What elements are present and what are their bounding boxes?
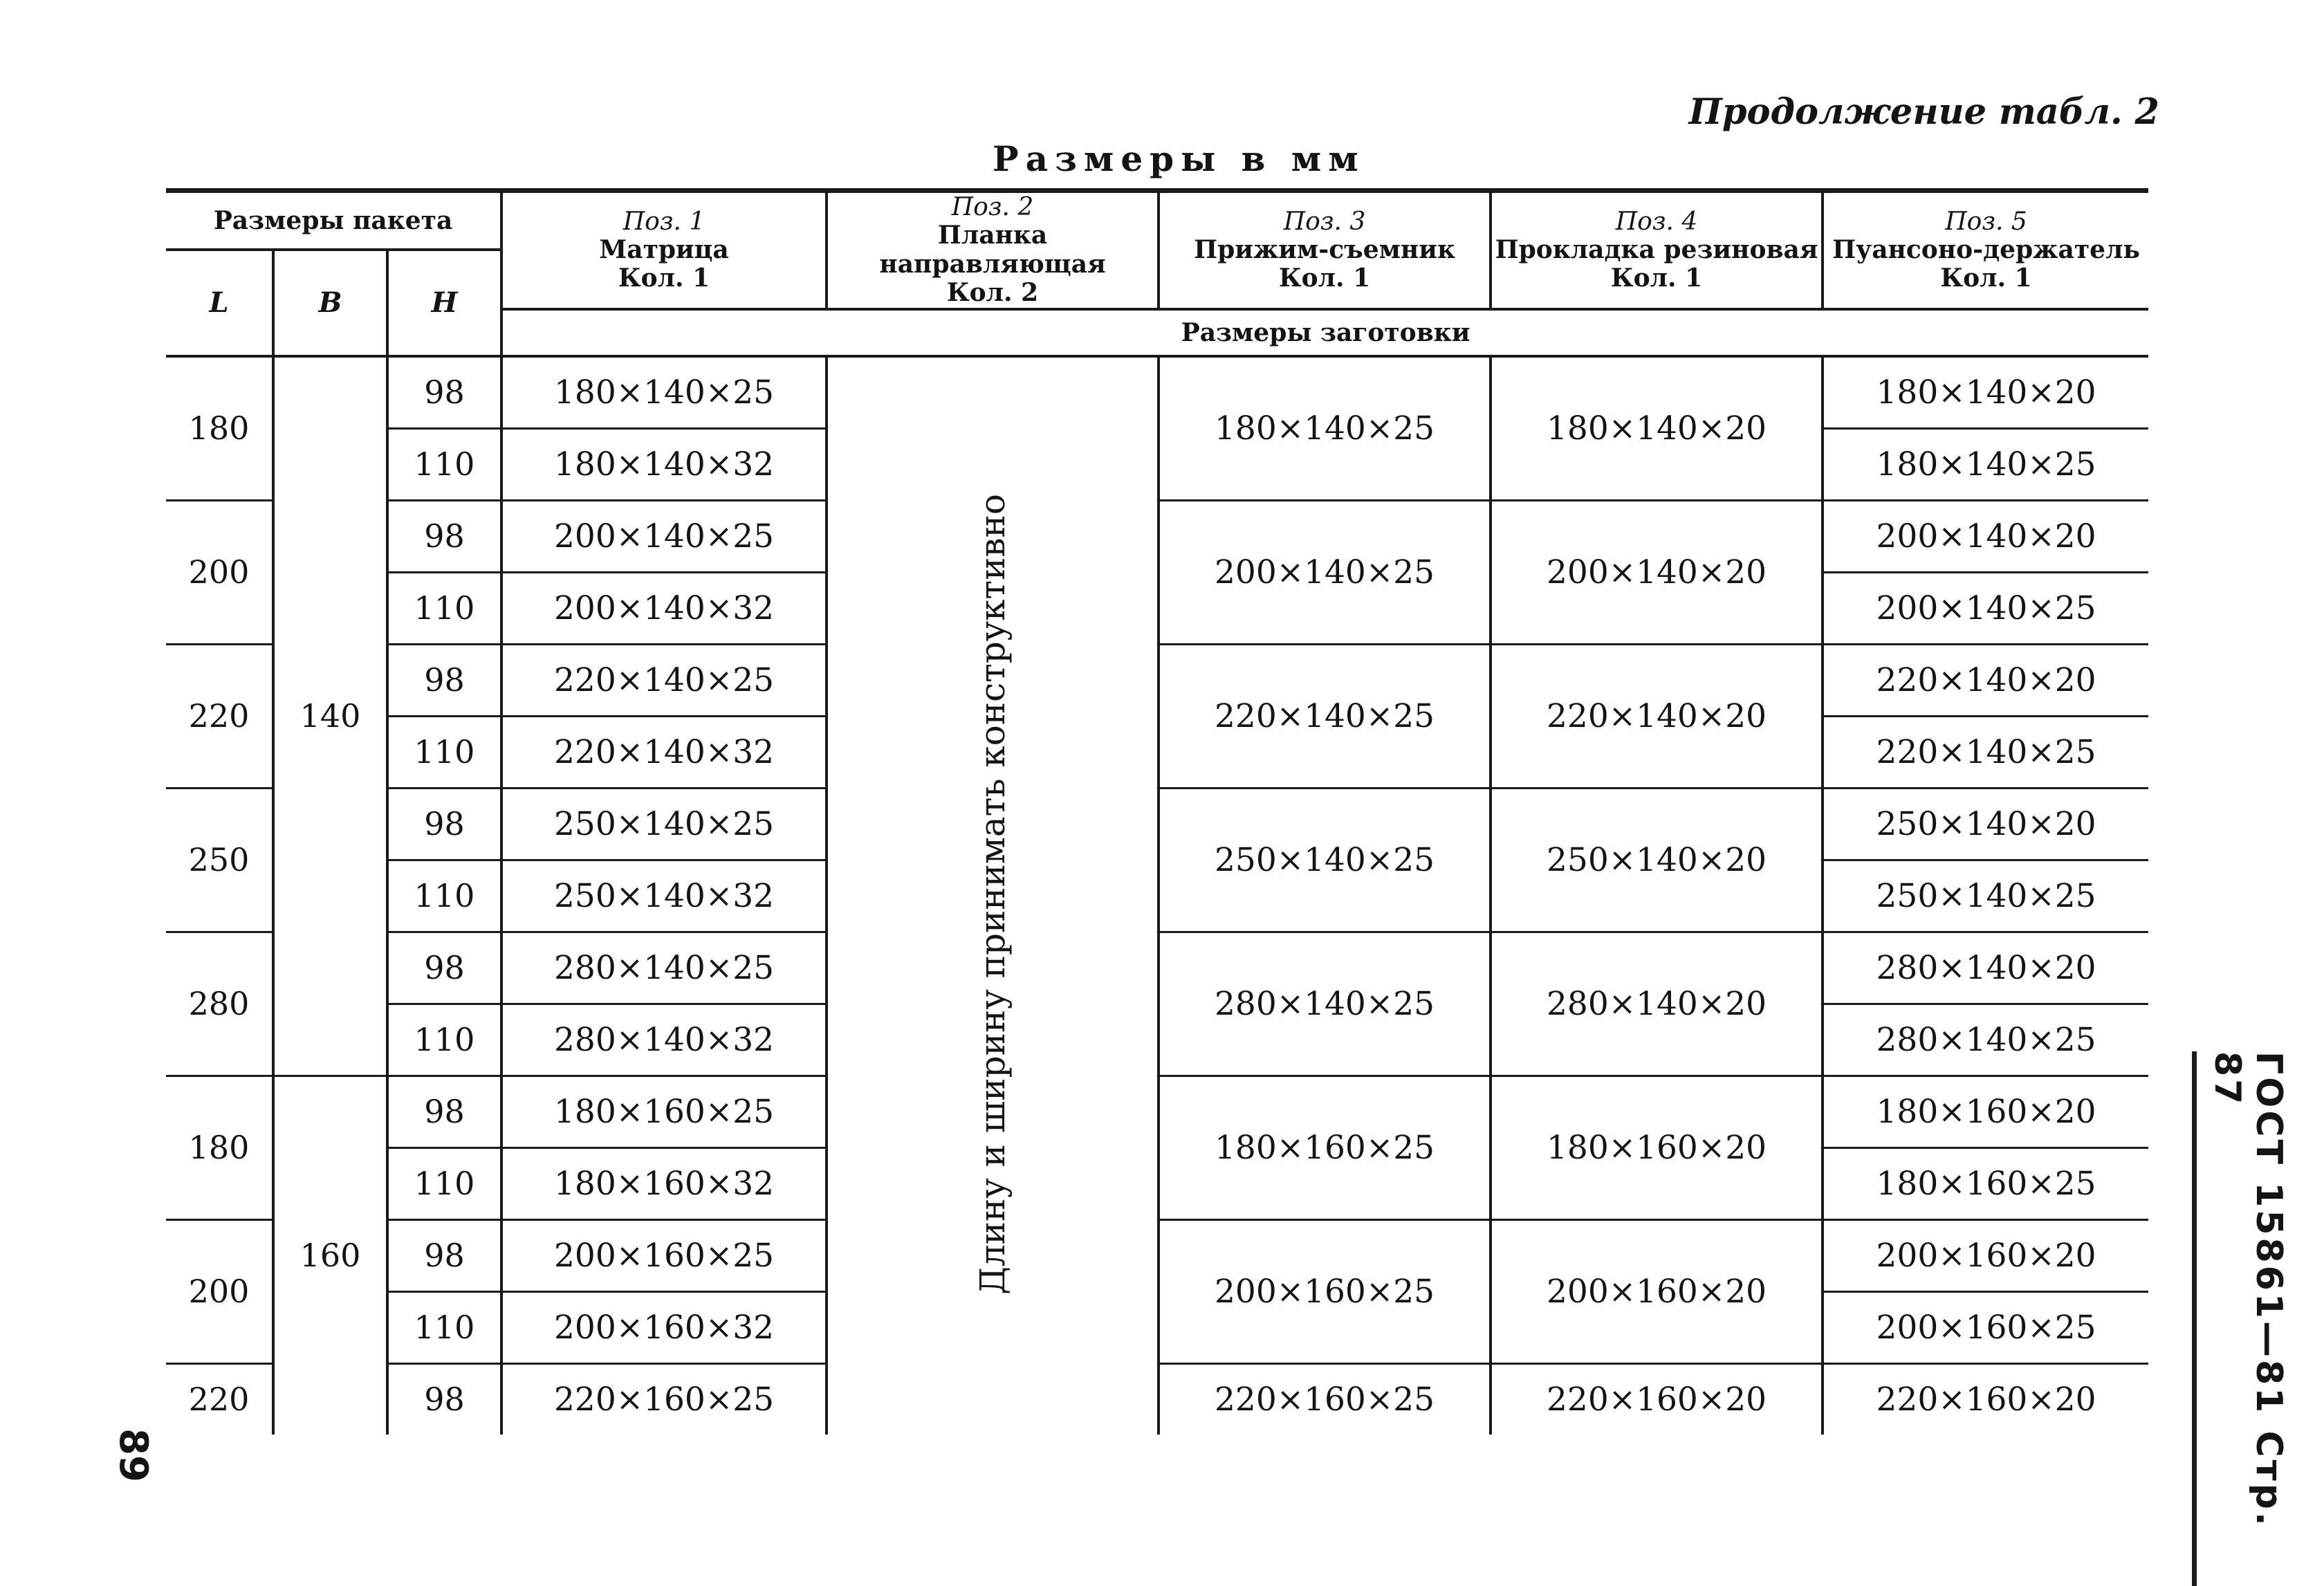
h-value: 110: [387, 716, 501, 788]
h-value: 98: [387, 1363, 501, 1435]
h-value: 98: [387, 356, 501, 429]
gost-side-label: ГОСТ 15861—81 Стр. 87: [2192, 1051, 2289, 1586]
pos1-header: Поз. 1 Матрица Кол. 1: [501, 191, 827, 309]
pos2-header: Поз. 2 Планка направляющая Кол. 2: [827, 191, 1159, 309]
table-row: [166, 356, 2148, 429]
h-value: 98: [387, 1219, 501, 1291]
pos5-value: 180×160×25: [1823, 1147, 2148, 1219]
pos1-value: 280×140×25: [501, 932, 827, 1004]
pos3-value: 200×160×25: [1159, 1219, 1491, 1363]
l-value: 200: [166, 500, 273, 644]
b-value: 140: [273, 356, 387, 1076]
pos4-value: 180×160×20: [1491, 1076, 1823, 1219]
pos5-header: Поз. 5 Пуансоно-держатель Кол. 1: [1823, 191, 2148, 309]
pos5-value: 180×140×20: [1823, 356, 2148, 429]
l-value: 220: [166, 1363, 273, 1435]
l-value: 220: [166, 644, 273, 788]
pos1-value: 220×160×25: [501, 1363, 827, 1435]
pos4-value: 200×140×20: [1491, 500, 1823, 644]
pos3-value: 180×140×25: [1159, 356, 1491, 501]
pos5-value: 250×140×20: [1823, 788, 2148, 860]
pos3-value: 280×140×25: [1159, 932, 1491, 1076]
pos3-value: 250×140×25: [1159, 788, 1491, 932]
l-value: 200: [166, 1219, 273, 1363]
pos1-value: 250×140×32: [501, 860, 827, 932]
l-header: L: [166, 250, 273, 356]
pos5-value: 180×140×25: [1823, 428, 2148, 500]
l-value: 250: [166, 788, 273, 932]
packet-header: Размеры пакета: [166, 191, 501, 250]
pos4-value: 180×140×20: [1491, 356, 1823, 501]
pos3-value: 220×140×25: [1159, 644, 1491, 788]
h-value: 110: [387, 860, 501, 932]
pos1-value: 180×140×32: [501, 428, 827, 500]
l-value: 180: [166, 1076, 273, 1219]
pos5-value: 200×160×25: [1823, 1291, 2148, 1363]
l-value: 280: [166, 932, 273, 1076]
pos4-header: Поз. 4 Прокладка резиновая Кол. 1: [1491, 191, 1823, 309]
pos5-value: 200×160×20: [1823, 1219, 2148, 1291]
pos4-value: 250×140×20: [1491, 788, 1823, 932]
pos5-value: 250×140×25: [1823, 860, 2148, 932]
pos1-value: 280×140×32: [501, 1004, 827, 1076]
pos5-value: 200×140×20: [1823, 500, 2148, 572]
h-value: 98: [387, 644, 501, 716]
pos3-header: Поз. 3 Прижим-съемник Кол. 1: [1159, 191, 1491, 309]
h-value: 110: [387, 572, 501, 644]
pos5-value: 220×140×25: [1823, 716, 2148, 788]
pos1-value: 200×160×32: [501, 1291, 827, 1363]
pos3-value: 220×160×25: [1159, 1363, 1491, 1435]
pos1-value: 220×140×25: [501, 644, 827, 716]
pos5-value: 280×140×25: [1823, 1004, 2148, 1076]
pos1-value: 180×140×25: [501, 356, 827, 429]
h-value: 110: [387, 428, 501, 500]
page-number: 89: [111, 1428, 156, 1482]
pos1-value: 180×160×32: [501, 1147, 827, 1219]
b-header: B: [273, 250, 387, 356]
pos1-value: 250×140×25: [501, 788, 827, 860]
h-value: 110: [387, 1004, 501, 1076]
h-value: 110: [387, 1291, 501, 1363]
pos5-value: 200×140×25: [1823, 572, 2148, 644]
pos1-value: 200×140×32: [501, 572, 827, 644]
h-value: 98: [387, 500, 501, 572]
planka-note: Длину и ширину принимать конструктивно: [972, 494, 1013, 1295]
pos4-value: 200×160×20: [1491, 1219, 1823, 1363]
pos3-value: 180×160×25: [1159, 1076, 1491, 1219]
pos5-value: 220×140×20: [1823, 644, 2148, 716]
pos4-value: 220×140×20: [1491, 644, 1823, 788]
h-value: 110: [387, 1147, 501, 1219]
h-value: 98: [387, 932, 501, 1004]
h-header: H: [387, 250, 501, 356]
units-title: Размеры в мм: [993, 138, 1365, 179]
blank-sizes-header: Размеры заготовки: [501, 309, 2148, 356]
pos1-value: 220×140×32: [501, 716, 827, 788]
h-value: 98: [387, 788, 501, 860]
l-value: 180: [166, 356, 273, 501]
header-row-1: [166, 191, 2148, 250]
dimensions-table: [166, 188, 2148, 1435]
pos5-value: 280×140×20: [1823, 932, 2148, 1004]
pos1-value: 200×160×25: [501, 1219, 827, 1291]
h-value: 98: [387, 1076, 501, 1147]
pos3-value: 200×140×25: [1159, 500, 1491, 644]
pos1-value: 180×160×25: [501, 1076, 827, 1147]
pos5-value: 220×160×20: [1876, 1380, 2096, 1419]
b-value: 160: [273, 1076, 387, 1435]
planka-note-cell: [827, 356, 1159, 1435]
pos5-value: 180×160×20: [1823, 1076, 2148, 1147]
continuation-label: Продолжение табл. 2: [1688, 91, 2159, 133]
pos1-value: 200×140×25: [501, 500, 827, 572]
pos4-value: 220×160×20: [1491, 1363, 1823, 1435]
pos4-value: 280×140×20: [1491, 932, 1823, 1076]
